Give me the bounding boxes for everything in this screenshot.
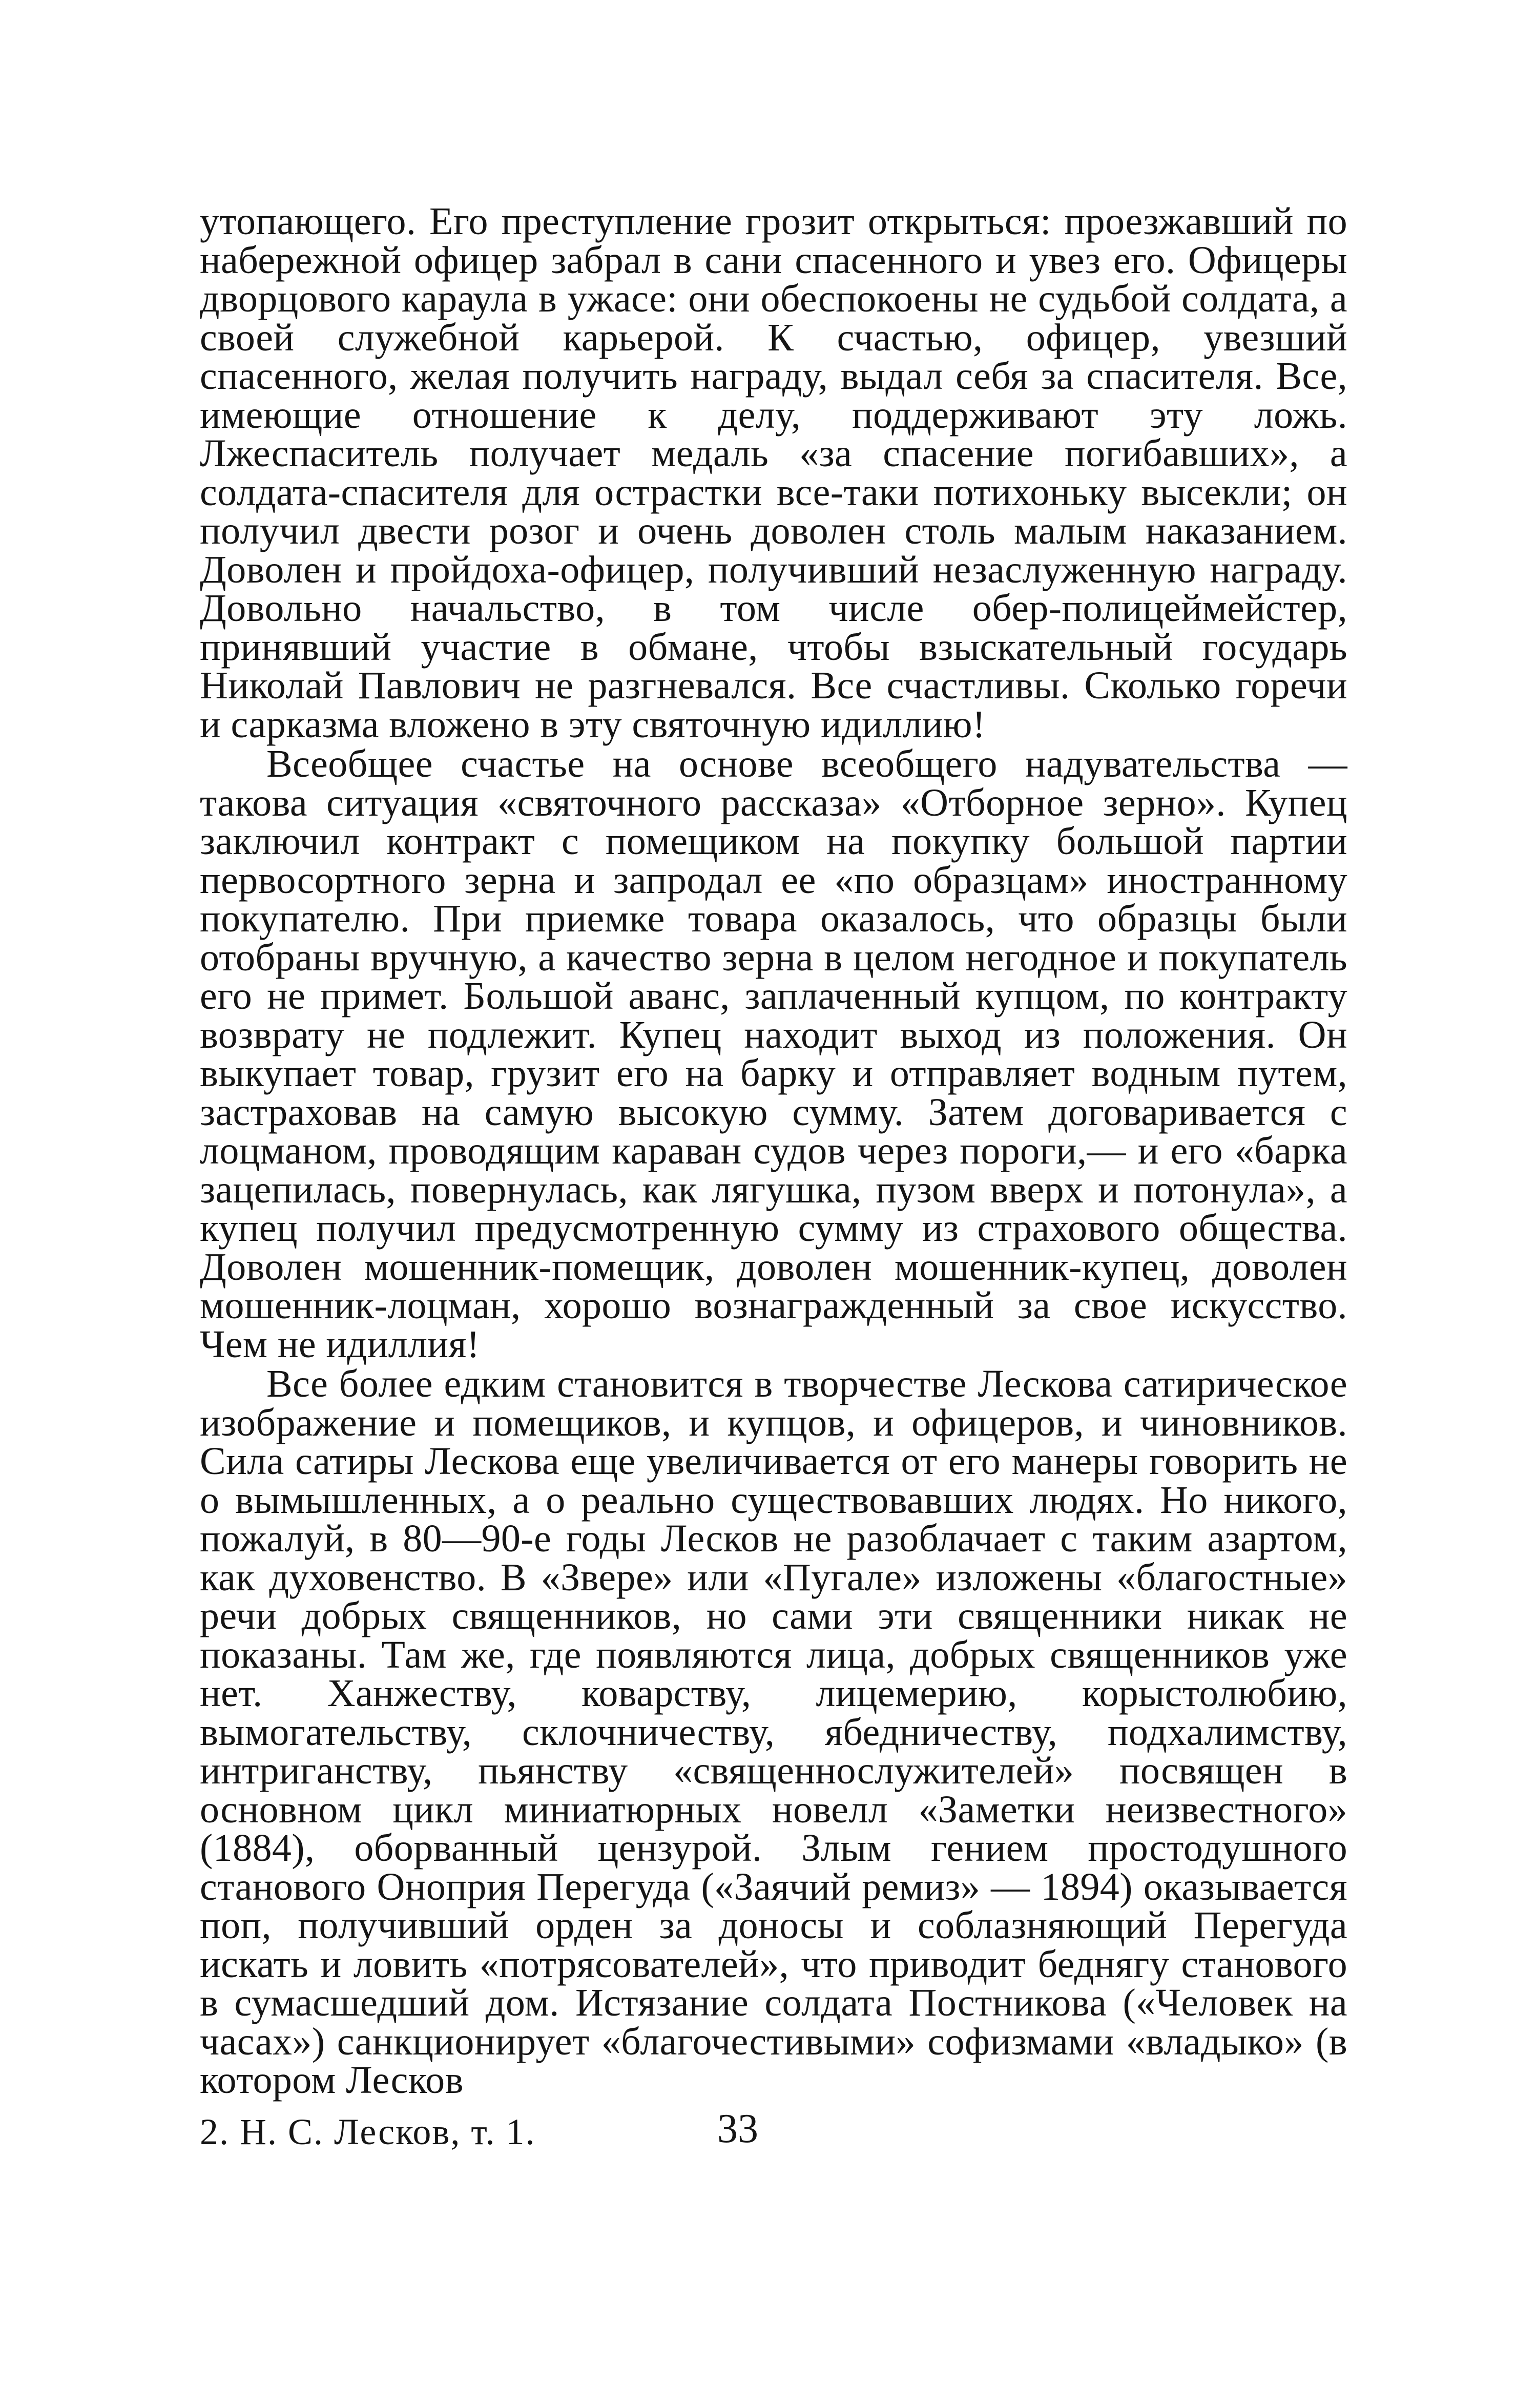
- page-footer: [200, 2106, 1347, 2162]
- printer-signature: 2. Н. С. Лесков, т. 1.: [200, 2111, 536, 2152]
- paragraph-3: Все более едким становится в творчестве Лескова сатирическое изображение и помещиков, и купцов, и офицеров, и чиновников. Сила сатиры Лескова еще увеличивается от его манеры говорить не о вымышленных, а о реально существовавших людях. Но никого, пожалуй, в 80—90-е годы Лесков не разоблачает с таким азартом, как духовенство. В «Звере» или «Пугале» изложены «благостные» речи добрых священников, но сами эти священники никак не показаны. Там же, где появляются лица, добрых священников уже нет. Ханжеству, коварству, лицемерию, корыстолюбию, вымогательству, склочничеству, ябедничеству, подхалимству, интриганству, пьянству «священнослужителей» посвящен в основном цикл миниатюрных новелл «Заметки неизвестного» (1884), оборванный цензурой. Злым гением простодушного станового Оноприя Перегуда («Заячий ремиз» — 1894) оказывается поп, получивший орден за доносы и соблазняющий Перегуда искать и ловить «потрясователей», что приводит беднягу станового в сумасшедший дом. Истязание солдата Постникова («Человек на часах») санкционирует «благочестивыми» софизмами «владыко» (в котором Лесков: [200, 1362, 1347, 2102]
- page-number: 33: [717, 2106, 758, 2151]
- paragraph-2: Всеобщее счастье на основе всеобщего надувательства — такова ситуация «святочного рассказа» «Отборное зерно». Купец заключил контракт с помещиком на покупку большой партии первосортного зерна и запродал ее «по образцам» иностранному покупателю. При приемке товара оказалось, что образцы были отобраны вручную, а качество зерна в целом негодное и покупатель его не примет. Большой аванс, заплаченный купцом, по контракту возврату не подлежит. Купец находит выход из положения. Он выкупает товар, грузит его на барку и отправляет водным путем, застраховав на самую высокую сумму. Затем договаривается с лоцманом, проводящим караван судов через пороги,— и его «барка зацепилась, повернулась, как лягушка, пузом вверх и потонула», а купец получил предусмотренную сумму из страхового общества. Доволен мошенник-помещик, доволен мошенник-купец, доволен мошенник-лоцман, хорошо вознагражденный за свое искусство. Чем не идиллия!: [200, 742, 1347, 1366]
- paragraph-1: утопающего. Его преступление грозит открыться: проезжавший по набережной офицер забрал в сани спасенного и увез его. Офицеры дворцового караула в ужасе: они обеспокоены не судьбой солдата, а своей служебной карьерой. К счастью, офицер, увезший спасенного, желая получить награду, выдал себя за спасителя. Все, имеющие отношение к делу, поддерживают эту ложь. Лжеспаситель получает медаль «за спасение погибавших», а солдата-спасителя для острастки все-таки потихоньку высекли; он получил двести розог и очень доволен столь малым наказанием. Доволен и пройдоха-офицер, получивший незаслуженную награду. Довольно начальство, в том числе обер-полицеймейстер, принявший участие в обмане, чтобы взыскательный государь Николай Павлович не разгневался. Все счастливы. Сколько горечи и сарказма вложено в эту святочную идиллию!: [200, 200, 1347, 746]
- body-text: [200, 202, 1347, 2100]
